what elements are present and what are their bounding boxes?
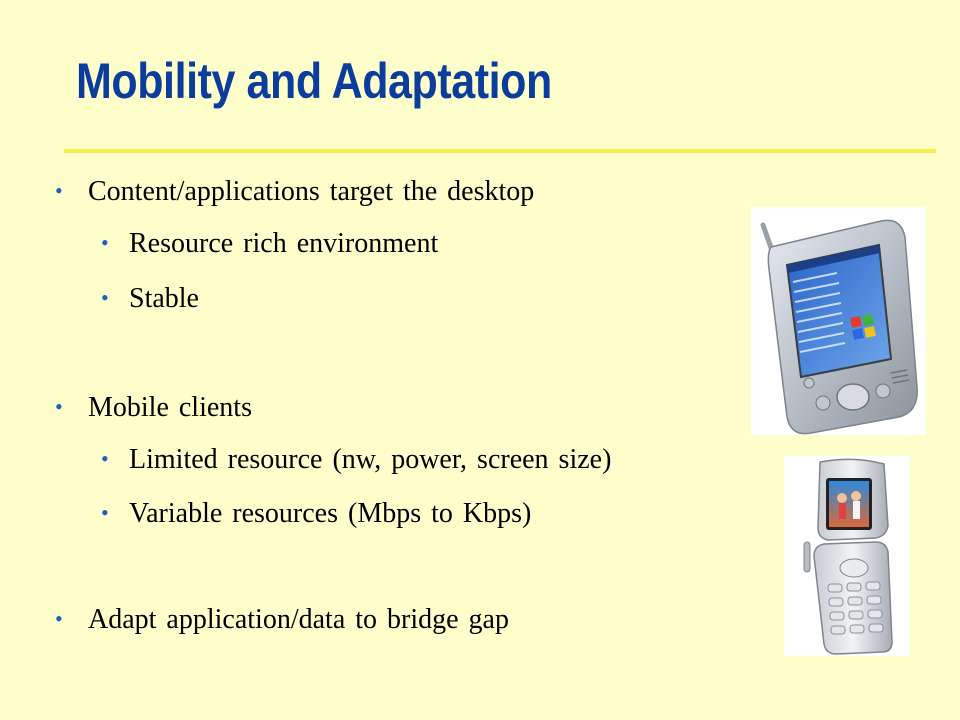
bullet-text: Mobile clients [88,392,252,423]
bullet-marker: • [101,500,109,525]
bullet-marker: • [55,394,63,419]
bullet-item [55,176,535,208]
bullet-marker: • [101,285,109,310]
bullet-text: Limited resource (nw, power, screen size) [129,444,612,475]
bullet-item [101,283,199,315]
bullet-marker: • [101,446,109,471]
bullet-text: Variable resources (Mbps to Kbps) [129,498,532,529]
bullet-item [101,444,612,476]
slide-title: Mobility and Adaptation [76,53,552,109]
pda-illustration [751,207,926,435]
bullet-text: Resource rich environment [129,228,439,259]
bullet-text: Adapt application/data to bridge gap [88,604,509,635]
bullet-item [55,392,252,424]
title-divider [64,149,936,153]
bullet-marker: • [101,230,109,255]
pda-device-image [751,207,926,435]
bullet-text: Content/applications target the desktop [88,176,535,207]
bullet-item [101,228,439,260]
bullet-marker: • [55,606,63,631]
bullet-item [55,604,509,636]
bullet-text: Stable [129,283,199,314]
bullet-item [101,498,532,530]
bullet-marker: • [55,178,63,203]
flip-phone-illustration [784,456,910,656]
flip-phone-image [784,456,910,656]
